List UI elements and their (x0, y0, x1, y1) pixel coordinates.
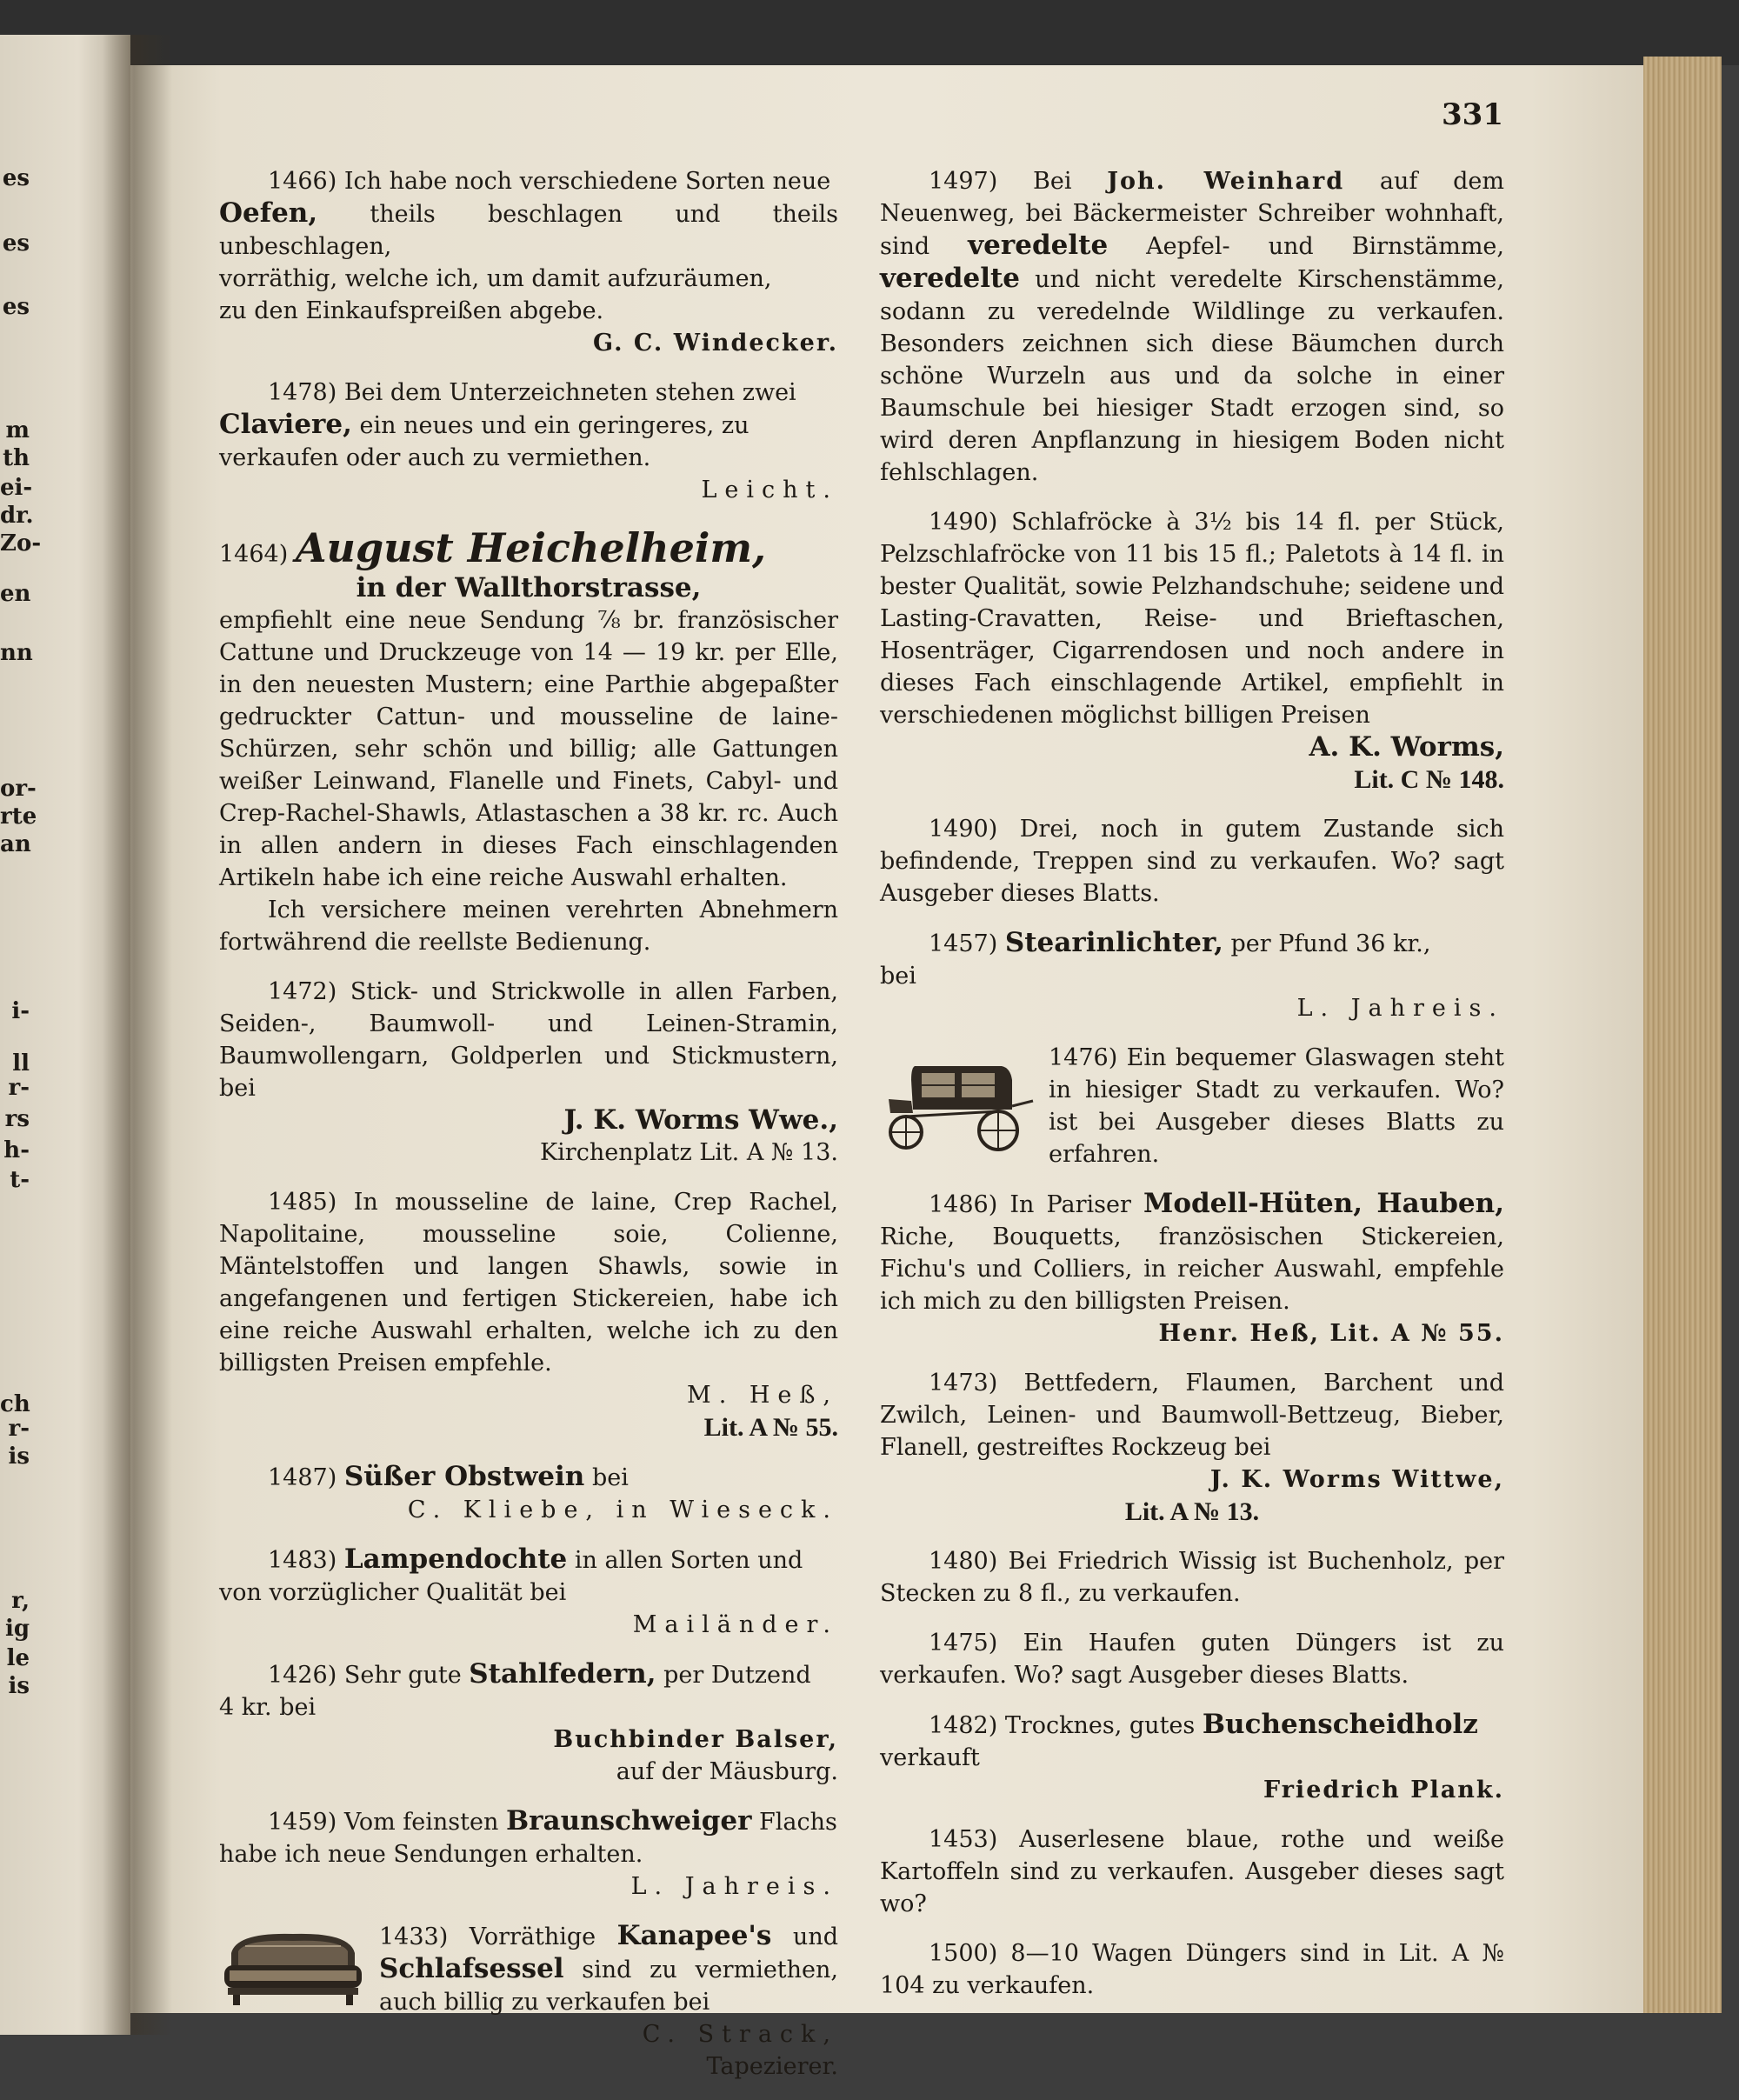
ad-1453-body: 1453) Auserlesene blaue, rothe und weiße Kartoffeln sind zu verkaufen. Ausgeber dieses sagt wo? (880, 1826, 1504, 1917)
ad-1464-merchant-name: August Heichelheim, (295, 524, 767, 571)
ad-1466 (219, 165, 838, 359)
ad-1485 (219, 1186, 838, 1443)
left-page-fragment: en (0, 581, 31, 607)
ad-1466-line2: theils beschlagen und theils unbeschlagen, (219, 201, 838, 260)
ad-1478-line3: verkaufen oder auch zu vermiethen. (219, 444, 651, 471)
ad-1426-pre: Sehr gute (343, 1662, 470, 1689)
left-page-fragment: an (0, 831, 31, 857)
ad-1486 (880, 1188, 1504, 1350)
left-page-fragment: or- (0, 776, 37, 802)
ad-1500-body: 1500) 8—10 Wagen Düngers sind in Lit. A № 104 zu verkaufen. (880, 1940, 1504, 1999)
ad-1482-pre: Trockne (1004, 1712, 1103, 1739)
ad-1459-signature: L. Jahreis. (630, 1873, 838, 1900)
ad-1485-body: 1485) In mousseline de laine, Crep Rachel, Napolitaine, mousseline soie, Colienne, Mäntelstoffen und langen Shawls, sowie in angefangenen und fertigen Stickereien, habe ich eine reiche Auswahl erhalten, welche ich zu den billigsten Preisen empfehle. (219, 1189, 838, 1377)
ad-1485-address: Lit. A № 55. (703, 1413, 838, 1442)
ad-1433-rest: sind zu vermiethen, auch billig zu verkaufen bei (379, 1957, 838, 2016)
ad-1487-rest: bei (584, 1464, 629, 1491)
ad-1459-line2: habe ich neue Sendungen erhalten. (219, 1841, 643, 1868)
ad-1478-line2: ein neues und ein geringeres, zu (351, 412, 750, 439)
ad-1466-line4: zu den Einkaufspreißen abgebe. (219, 297, 604, 324)
ad-1480-body: 1480) Bei Friedrich Wissig ist Buchenholz, per Stecken zu 8 fl., zu verkaufen. (880, 1548, 1504, 1607)
ad-1453 (880, 1823, 1504, 1920)
ad-1497-text1: auf dem Neuenweg, bei Bäckermeister Schreiber wohnhaft, sind (880, 168, 1504, 260)
ad-1497-name: Joh. Weinhard (1107, 168, 1345, 195)
ad-1487 (219, 1461, 838, 1526)
ad-1473-address: Lit. A № 13. (1124, 1497, 1260, 1526)
ad-1472-body: 1472) Stick- und Strickwolle in allen Farben, Seiden-, Baumwoll- und Leinen-Stramin, Baumwollengarn, Goldperlen und Stickmustern, bei (219, 978, 838, 1102)
carriage-illustration (880, 1049, 1036, 1153)
ad-1497-pre: Bei (1033, 168, 1108, 195)
ad-1464-body: empfiehlt eine neue Sendung ⅞ br. französischer Cattune und Druckzeuge von 14 — 19 kr. per Elle, in den neuesten Mustern; eine Parthie abgepaßter gedruckter Cattun- und mousseline de laine-Schürzen, sehr schön und billig; alle Gattungen weißer Leinwand, Flanelle und Finets, Cabyl- und Crep-Rachel-Shawls, Atlastaschen a 38 kr. rc. Auch in allen andern in dieses Fach einschlagenden Artikeln habe ich eine reiche Auswahl erhalten. (219, 607, 838, 891)
ad-1472-signature: J. K. Worms Wwe., (563, 1104, 838, 1136)
ad-1433 (219, 1920, 838, 2083)
ad-1486-pre: In Pariser (1009, 1191, 1143, 1218)
page-edges (1643, 57, 1722, 2013)
left-page-fragment: ig (4, 1616, 30, 1642)
ad-1464 (219, 523, 838, 958)
ad-1426-rest: per Dutzend (656, 1662, 811, 1689)
scan-background (0, 0, 1739, 65)
left-page-fragment: h- (3, 1137, 30, 1163)
left-page-fragment: is (8, 1673, 30, 1699)
ad-1483 (219, 1543, 838, 1641)
ad-1486-keyword: Modell-Hüten, Hauben, (1143, 1188, 1504, 1219)
left-page-fragment: is (8, 1443, 30, 1470)
left-page-fragment: Zo- (0, 530, 42, 557)
ad-1500 (880, 1937, 1504, 2002)
ad-1457 (880, 927, 1504, 1024)
ad-1490-a (880, 506, 1504, 796)
ad-1487-signature: C. Kliebe, in Wieseck. (407, 1497, 838, 1523)
ad-1473-signature: J. K. Worms Wittwe, (1209, 1466, 1504, 1493)
ad-1473 (880, 1367, 1504, 1528)
ad-1464-number: 1464) (219, 541, 289, 568)
ad-1433-signature: C. Strack, (642, 2021, 838, 2048)
ad-1464-closing: Ich versichere meinen verehrten Abnehmern fortwährend die reellste Bedienung. (219, 897, 838, 956)
ad-1497-keyword1: veredelte (968, 230, 1109, 261)
left-page-fragment: ch (0, 1391, 30, 1417)
ad-1459-keyword: Braunschweiger (505, 1805, 752, 1837)
left-page-fragment: dr. (0, 503, 34, 529)
ad-1487-keyword: Süßer Obstwein (343, 1461, 585, 1492)
ad-1497 (880, 165, 1504, 489)
ad-1457-keyword: Stearinlichter, (1004, 927, 1223, 958)
ad-1426-signature: Buchbinder Balser, (553, 1726, 838, 1753)
left-page-fragment: ll (12, 1050, 30, 1077)
ad-1490-a-address: Lit. C № 148. (1354, 765, 1504, 794)
left-page-fragment: nn (0, 640, 33, 666)
ad-1490-b (880, 813, 1504, 910)
ad-1486-rest: Riche, Bouquetts, französischen Stickereien, Fichu's und Colliers, in reicher Auswahl, empfehle ich mich zu den billigsten Preisen. (880, 1223, 1504, 1315)
ad-1473-body: 1473) Bettfedern, Flaumen, Barchent und Zwilch, Leinen- und Baumwoll-Bettzeug, Bieber, Flanell, gestreiftes Rockzeug bei (880, 1370, 1504, 1461)
left-page-fragment: es (2, 230, 30, 257)
ad-1482-signature: Friedrich Plank. (1263, 1777, 1504, 1803)
ad-1433-number: 1433) (379, 1923, 449, 1950)
ad-1478-line1: 1478) Bei dem Unterzeichneten stehen zwei (268, 379, 796, 406)
ad-1466-signature: G. C. Windecker. (593, 330, 838, 357)
left-page-fragment: rte (0, 803, 37, 830)
left-page-fragment: le (6, 1645, 30, 1671)
left-page-fragment: r, (11, 1588, 30, 1614)
ad-1433-keyword1: Kanapee's (616, 1920, 772, 1951)
ad-1464-address: in der Wallthorstrasse, (356, 572, 702, 603)
ad-1457-rest: per Pfund 36 kr., (1223, 930, 1431, 957)
left-page-fragment: i- (11, 998, 30, 1024)
left-column (219, 165, 838, 2100)
left-page-fragment: r- (8, 1075, 30, 1101)
ad-1459 (219, 1805, 838, 1903)
left-page-fragment: es (2, 294, 30, 320)
ad-1459-rest: Flachs (751, 1809, 837, 1836)
ad-1483-keyword: Lampendochte (343, 1543, 568, 1575)
ad-1475-body: 1475) Ein Haufen guten Düngers ist zu verkaufen. Wo? sagt Ausgeber dieses Blatts. (880, 1630, 1504, 1689)
ad-1483-signature: Mailänder. (632, 1611, 838, 1638)
left-page-fragment: r- (8, 1416, 30, 1442)
ad-1476 (880, 1042, 1504, 1170)
ad-1482 (880, 1709, 1504, 1806)
book-gutter (103, 35, 172, 2035)
ad-1472 (219, 976, 838, 1169)
ad-1466-keyword: Oefen, (219, 197, 318, 229)
ad-1433-pre: Vorräthige (469, 1923, 617, 1950)
ad-1490-b-body: 1490) Drei, noch in gutem Zustande sich befindende, Treppen sind zu verkaufen. Wo? sagt Ausgeber dieses Blatts. (880, 816, 1504, 907)
ad-1459-pre: Vom feinsten (343, 1809, 506, 1836)
left-page-fragment: es (2, 165, 30, 191)
ad-1478-keyword: Claviere, (219, 409, 352, 440)
ad-1482-line2: verkauft (880, 1744, 980, 1771)
ad-1457-signature: L. Jahreis. (1296, 995, 1504, 1022)
ad-1490-a-signature: A. K. Worms, (1309, 731, 1504, 763)
ad-1480 (880, 1545, 1504, 1610)
left-page-fragment: t- (10, 1167, 30, 1193)
ad-1483-number: 1483) (268, 1547, 337, 1574)
ad-1433-mid: und (771, 1923, 838, 1950)
ad-1485-signature: M. Heß, (687, 1382, 838, 1409)
ad-1457-number: 1457) (929, 930, 998, 957)
ad-1457-line2: bei (880, 963, 916, 990)
ad-1482-keyword: Buchenscheidholz (1202, 1709, 1478, 1740)
ad-1472-address: Kirchenplatz Lit. A № 13. (540, 1139, 838, 1166)
ad-1426 (219, 1658, 838, 1788)
ad-1433-trade: Tapezierer. (706, 2053, 838, 2080)
ad-1478 (219, 377, 838, 506)
ad-1497-keyword2: veredelte (880, 263, 1021, 294)
ad-1466-line3: vorräthig, welche ich, um damit aufzuräumen, (219, 265, 772, 292)
ad-1497-text2: Aepfel- und Birnstämme, (1108, 233, 1504, 260)
left-page-fragment: rs (4, 1106, 30, 1132)
ad-1490-a-body: 1490) Schlafröcke à 3½ bis 14 fl. per Stück, Pelzschlafröcke von 11 bis 15 fl.; Paletots à 14 fl. in bester Qualität, sowie Pelzhandschuhe; seidene und Lasting-Cravatten, Reise- und Brieftaschen, Hosenträger, Cigarrendosen und noch andere in dieses Fach einschlagende Artikel, empfiehlt in verschiedenen möglichst billigen Preisen (880, 509, 1504, 729)
ad-1486-number: 1486) (929, 1191, 998, 1218)
left-page-fragment: ei- (0, 475, 33, 501)
ad-1483-line2: von vorzüglicher Qualität bei (219, 1579, 567, 1606)
page-number: 331 (1442, 97, 1503, 132)
ad-1426-keyword: Stahlfedern, (469, 1658, 656, 1690)
ad-1486-signature: Henr. Heß, Lit. A № 55. (1158, 1320, 1504, 1347)
right-column (880, 165, 1504, 2019)
sofa-illustration (219, 1927, 367, 2010)
ad-1482-rest: s, gutes (1102, 1712, 1203, 1739)
ad-1433-keyword2: Schlafsessel (379, 1953, 564, 1984)
ad-1483-rest: in allen Sorten und (567, 1547, 803, 1574)
ad-1497-number: 1497) (929, 168, 998, 195)
ad-1466-line1: 1466) Ich habe noch verschiedene Sorten neue (268, 168, 831, 195)
ad-1478-signature: Leicht. (701, 477, 838, 503)
ad-1426-address: auf der Mäusburg. (616, 1758, 838, 1785)
ad-1487-number: 1487) (268, 1464, 337, 1491)
ad-1475 (880, 1627, 1504, 1691)
left-page-fragment: m (5, 417, 30, 443)
ad-1426-line2: 4 kr. bei (219, 1694, 316, 1721)
ad-1482-number: 1482) (929, 1712, 998, 1739)
ad-1426-number: 1426) (268, 1662, 337, 1689)
ad-1459-number: 1459) (268, 1809, 337, 1836)
left-page-fragment: th (3, 445, 30, 471)
ad-1497-text3: und nicht veredelte Kirschenstämme, sodann zu veredelnde Wildlinge zu verkaufen. Besonders zeichnen sich diese Bäumchen durch schöne Wurzeln aus und da solche in einer Baumschule bei hiesiger Stadt erzogen sind, so wird deren Anpflanzung in hiesigem Boden nicht fehlschlagen. (880, 266, 1504, 486)
ad-1476-body: 1476) Ein bequemer Glaswagen steht in hiesiger Stadt zu verkaufen. Wo? ist bei Ausgeber dieses Blatts zu erfahren. (1049, 1044, 1504, 1168)
